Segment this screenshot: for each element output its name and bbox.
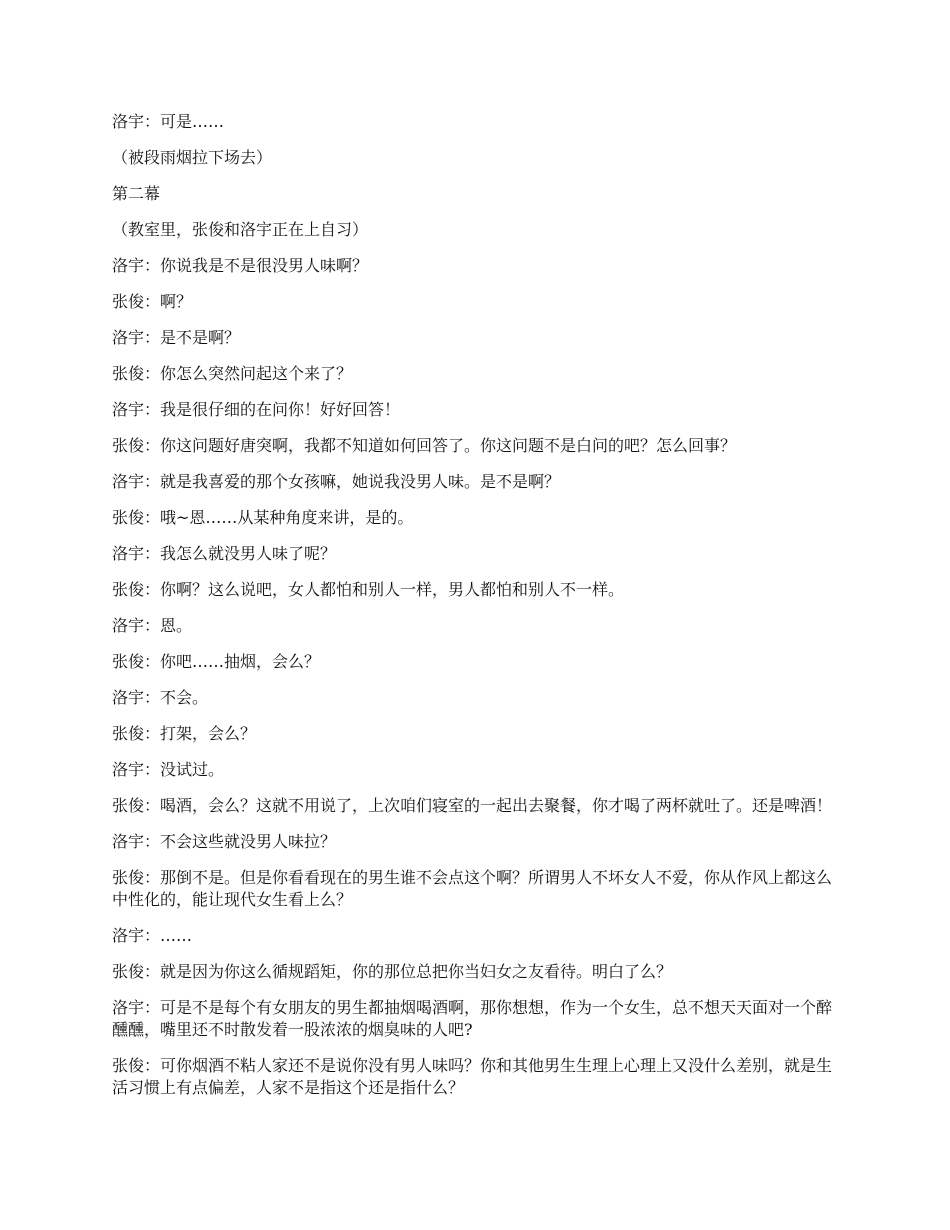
script-line: 洛宇：不会这些就没男人味拉？	[112, 832, 337, 851]
script-line: 洛宇：……	[112, 926, 193, 945]
script-line: 张俊：你吧……抽烟，会么？	[112, 652, 321, 671]
script-line: 洛宇：我怎么就没男人味了呢？	[112, 544, 337, 563]
script-line: 张俊：就是因为你这么循规蹈矩，你的那位总把你当妇女之友看待。明白了么？	[112, 962, 673, 981]
script-line: 张俊：喝酒，会么？这就不用说了，上次咱们寝室的一起出去聚餐，你才喝了两杯就吐了。还是啤酒！	[112, 796, 833, 815]
script-line: 张俊：哦~恩……从某种角度来讲，是的。	[112, 508, 414, 527]
script-line: 洛宇：可是……	[112, 112, 225, 131]
script-line: 张俊：你怎么突然问起这个来了？	[112, 364, 353, 383]
script-line: 张俊：你这问题好唐突啊，我都不知道如何回答了。你这问题不是白问的吧？怎么回事？	[112, 436, 737, 455]
script-line: 张俊：啊？	[112, 292, 193, 311]
script-line: 张俊：打架，会么？	[112, 724, 257, 743]
act-heading: 第二幕	[112, 184, 161, 203]
stage-direction: （被段雨烟拉下场去）	[112, 148, 273, 167]
script-line: 洛宇：恩。	[112, 616, 193, 635]
script-line: 洛宇：你说我是不是很没男人味啊？	[112, 256, 369, 275]
script-line: 洛宇：可是不是每个有女朋友的男生都抽烟喝酒啊，那你想想，作为一个女生，总不想天天面对一个醉醺醺，嘴里还不时散发着一股浓浓的烟臭味的人吧?	[112, 998, 833, 1039]
script-line: 洛宇：就是我喜爱的那个女孩嘛，她说我没男人味。是不是啊？	[112, 472, 561, 491]
script-line: 张俊：你啊？这么说吧，女人都怕和别人一样，男人都怕和别人不一样。	[112, 580, 625, 599]
script-line: 洛宇：没试过。	[112, 760, 225, 779]
script-line: 洛宇：不会。	[112, 688, 209, 707]
stage-direction: （教室里，张俊和洛宇正在上自习）	[112, 220, 369, 239]
script-line: 张俊：可你烟酒不粘人家还不是说你没有男人味吗？你和其他男生生理上心理上又没什么差别，就是生活习惯上有点偏差，人家不是指这个还是指什么？	[112, 1056, 833, 1097]
script-line: 洛宇：我是很仔细的在问你！好好回答！	[112, 400, 401, 419]
script-line: 张俊：那倒不是。但是你看看现在的男生谁不会点这个啊？所谓男人不坏女人不爱，你从作风上都这么中性化的，能让现代女生看上么？	[112, 868, 833, 909]
script-line: 洛宇：是不是啊？	[112, 328, 241, 347]
